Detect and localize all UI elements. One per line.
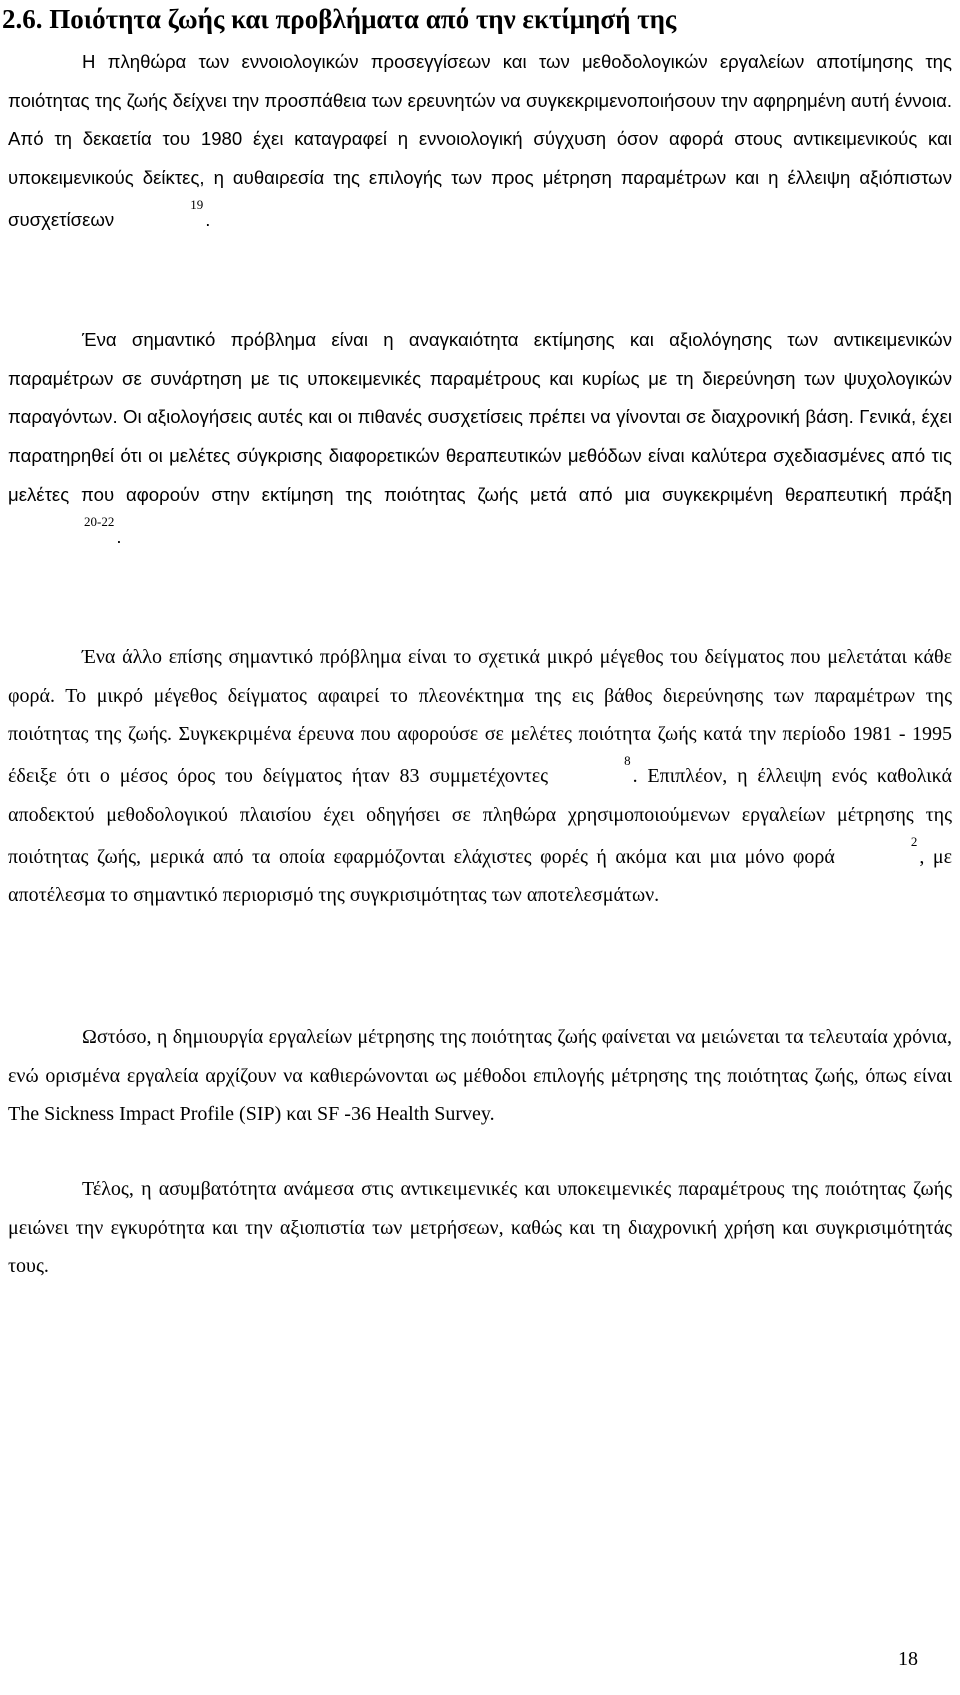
- section-heading: 2.6. Ποιότητα ζωής και προβλήματα από την εκτίμησή της: [2, 4, 677, 34]
- citation-ref: 20-22: [84, 513, 115, 529]
- paragraph-3-end: , με αποτέλεσμα το σημαντικό περιορισμό της συγκρισιμότητας των αποτελεσμάτων.: [8, 845, 952, 907]
- citation-ref: 8: [624, 753, 631, 769]
- paragraph-2: [8, 321, 952, 556]
- paragraph-3: [8, 638, 952, 915]
- paragraph-1-end: .: [205, 208, 211, 230]
- paragraph-4: Ωστόσο, η δημιουργία εργαλείων μέτρησης της ποιότητας ζωής φαίνεται να μειώνεται τα τελευταία χρόνια, ενώ ορισμένα εργαλεία αρχίζουν να καθιερώνονται ως μέθοδοι επιλογής μέτρησης της ποιότητας ζωής, όπως είναι The Sickness Impact Profile (SIP) και SF -36 Health Survey.: [8, 1026, 952, 1126]
- paragraph-3-middle: . Επιπλέον, η έλλειψη ενός καθολικά αποδεκτού μεθοδολογικού πλαισίου έχει οδηγήσει σε πληθώρα χρησιμοποιούμενων εργαλείων μέτρησης της ποιότητας ζωής, μερικά από τα οποία εφαρμόζονται ελάχιστες φορές ή ακόμα και μια μόνο φορά: [8, 765, 953, 868]
- citation-ref: 2: [910, 833, 918, 849]
- paragraph-1-text: Η πληθώρα των εννοιολογικών προσεγγίσεων και των μεθοδολογικών εργαλείων αποτίμησης της ποιότητας της ζωής δείχνει την προσπάθεια των ερευνητών να συγκεκριμενοποιήσουν την αφηρημένη αυτή έννοια. Από τη δεκαετία του 1980 έχει καταγραφεί η εννοιολογική σύγχυση όσον αφορά στους αντικειμενικούς και υποκειμενικούς δείκτες, η αυθαιρεσία της επιλογής των προς μέτρηση παραμέτρων και η έλλειψη αξιόπιστων συσχετίσεων: [8, 51, 952, 230]
- paragraph-2-end: .: [116, 525, 122, 547]
- paragraph-1: [8, 43, 952, 240]
- paragraph-3-text: Ένα άλλο επίσης σημαντικό πρόβλημα είναι το σχετικά μικρό μέγεθος του δείγματος που μελετάται κάθε φορά. Το μικρό μέγεθος δείγματος αφαιρεί το πλεονέκτημα της εις βάθος διερεύνησης των παραμέτρων της ποιότητας της ζωής. Συγκεκριμένα έρευνα που αφορούσε σε μελέτες ποιότητα ζωής κατά την περίοδο 1981 - 1995 έδειξε ότι ο μέσος όρος του δείγματος ήταν 83 συμμετέχοντες: [8, 646, 952, 788]
- paragraph-2-text: Ένα σημαντικό πρόβλημα είναι η αναγκαιότητα εκτίμησης και αξιολόγησης των αντικειμενικών παραμέτρων σε συνάρτηση με τις υποκειμενικές παραμέτρους και κυρίως με τη διερεύνηση των ψυχολογικών παραγόντων. Οι αξιολογήσεις αυτές και οι πιθανές συσχετίσεις πρέπει να γίνονται σε διαχρονική βάση. Γενικά, έχει παρατηρηθεί ότι οι μελέτες σύγκρισης διαφορετικών θεραπευτικών μεθόδων είναι καλύτερα σχεδιασμένες από τις μελέτες που αφορούν στην εκτίμηση της ποιότητας ζωής μετά από μια συγκεκριμένη θεραπευτική πράξη: [8, 329, 952, 505]
- paragraph-5: Τέλος, η ασυμβατότητα ανάμεσα στις αντικειμενικές και υποκειμενικές παραμέτρους της ποιότητας ζωής μειώνει την εγκυρότητα και την αξιοπιστία των μετρήσεων, καθώς και τη διαχρονική χρήση και συγκρισιμότητάς τους.: [8, 1178, 952, 1278]
- page-number: 18: [898, 1648, 918, 1670]
- citation-ref: 19: [190, 196, 204, 212]
